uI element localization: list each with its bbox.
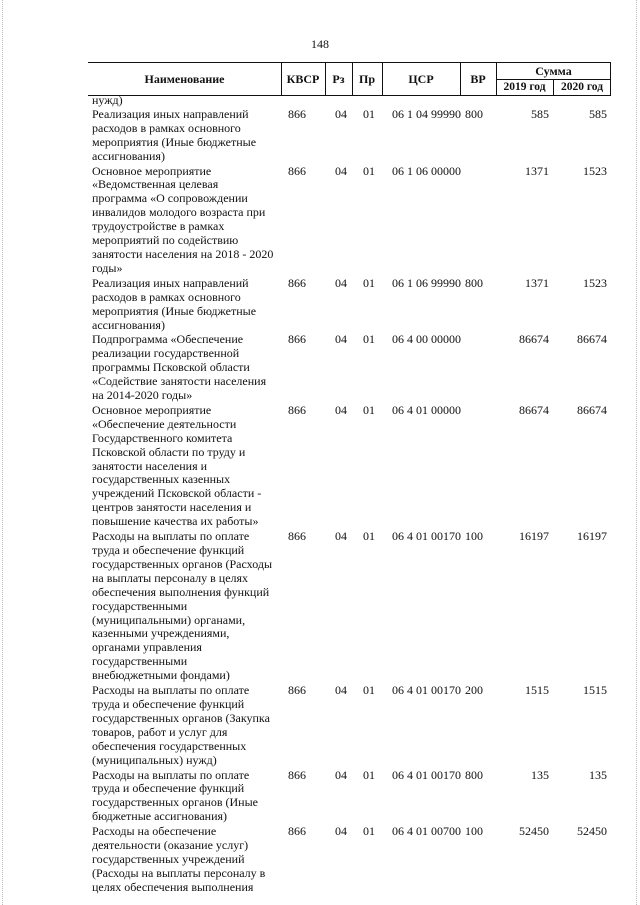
table-row	[92, 530, 612, 683]
row-rz: 04	[335, 683, 347, 698]
row-rz: 04	[335, 332, 347, 347]
row-csr: 06 4 01 00170	[392, 529, 461, 544]
row-sum-2020: 135	[589, 767, 607, 782]
table-row	[92, 108, 612, 164]
row-kvsr: 866	[288, 683, 306, 698]
row-csr: 06 1 04 99990	[392, 106, 461, 121]
row-sum-2019: 86674	[519, 402, 549, 417]
header-sum: Сумма	[535, 63, 572, 78]
header-year-2020: 2020 год	[560, 81, 604, 93]
table-row	[92, 333, 612, 403]
row-pr: 01	[363, 163, 375, 178]
row-vr: 800	[465, 767, 483, 782]
row-vr: 800	[465, 275, 483, 290]
row-name: Основное мероприятие «Ведомственная целевая программа «О сопровождении инвалидов молодого возраста при трудоустройстве в рамках мероприятий по содействию занятости населения на 2018 - 2020 годы»	[92, 163, 274, 275]
table-row	[92, 94, 612, 108]
row-sum-2020: 1523	[583, 275, 607, 290]
row-name: Расходы на выплаты по оплате труда и обеспечение функций государственных органов (Расходы на выплаты персоналу в целях обеспечения выполнения функций государственными (муниципальными) органами, казенными учреждениями, органами управления государственными внебюджетными фондами)	[92, 529, 273, 683]
row-sum-2019: 1371	[525, 275, 549, 290]
row-name: Расходы на выплаты по оплате труда и обеспечение функций государственных органов (Иные бюджетные ассигнования)	[92, 767, 258, 824]
row-kvsr: 866	[288, 824, 306, 839]
row-rz: 04	[335, 163, 347, 178]
row-pr: 01	[363, 767, 375, 782]
table-header	[88, 62, 611, 96]
row-csr: 06 4 01 00170	[392, 683, 461, 698]
row-sum-2019: 1515	[525, 683, 549, 698]
table-row	[92, 825, 612, 895]
row-pr: 01	[363, 332, 375, 347]
page-number: 148	[311, 37, 329, 51]
row-csr: 06 4 01 00170	[392, 767, 461, 782]
row-name: Расходы на обеспечение деятельности (оказание услуг) государственных учреждений (Расходы на выплаты персоналу в целях обеспечения выполнения	[92, 824, 266, 894]
row-rz: 04	[335, 529, 347, 544]
row-csr: 06 1 06 99990	[392, 275, 461, 290]
header-kvsr: КВСР	[286, 71, 320, 86]
table-row	[92, 277, 612, 333]
table-row	[92, 684, 612, 767]
row-kvsr: 866	[288, 529, 306, 544]
row-name: Подпрограмма «Обеспечение реализации государственной программы Псковской области «Содействие занятости населения на 2014-2020 годы»	[92, 332, 267, 403]
row-sum-2020: 86674	[577, 402, 607, 417]
row-rz: 04	[335, 402, 347, 417]
table-row	[92, 404, 612, 529]
row-csr: 06 1 06 00000	[392, 163, 461, 178]
row-kvsr: 866	[288, 332, 306, 347]
row-sum-2020: 1515	[583, 683, 607, 698]
row-csr: 06 4 01 00000	[392, 402, 461, 417]
row-name: Реализация иных направлений расходов в рамках основного мероприятия (Иные бюджетные ассигнования)	[92, 275, 257, 332]
row-sum-2019: 16197	[519, 529, 549, 544]
row-name: Реализация иных направлений расходов в рамках основного мероприятия (Иные бюджетные ассигнования)	[92, 106, 257, 163]
row-sum-2020: 1523	[583, 163, 607, 178]
row-name: Основное мероприятие «Обеспечение деятельности Государственного комитета Псковской области по труду и занятости населения и государственных казенных учреждений Псковской области - центров занятости населения и повышение качества их работы»	[92, 402, 262, 529]
row-sum-2019: 86674	[519, 332, 549, 347]
row-vr: 200	[465, 683, 483, 698]
row-csr: 06 4 00 00000	[392, 332, 461, 347]
header-year-2019: 2019 год	[503, 81, 546, 93]
table-body	[92, 94, 612, 895]
table-row	[92, 769, 612, 825]
row-csr: 06 4 01 00700	[392, 824, 461, 839]
header-divider	[610, 63, 611, 95]
row-vr: 800	[465, 106, 483, 121]
table-row	[92, 165, 612, 276]
row-sum-2019: 52450	[519, 824, 549, 839]
header-vr: ВР	[470, 71, 486, 86]
row-pr: 01	[363, 683, 375, 698]
row-kvsr: 866	[288, 163, 306, 178]
row-name: нужд)	[92, 93, 123, 107]
row-sum-2020: 585	[589, 106, 607, 121]
row-pr: 01	[363, 106, 375, 121]
scan-edge-right	[636, 0, 637, 905]
row-pr: 01	[363, 275, 375, 290]
row-rz: 04	[335, 106, 347, 121]
row-rz: 04	[335, 275, 347, 290]
row-vr: 100	[465, 824, 483, 839]
row-kvsr: 866	[288, 275, 306, 290]
row-kvsr: 866	[288, 402, 306, 417]
header-csr: ЦСР	[408, 71, 434, 86]
row-sum-2020: 52450	[577, 824, 607, 839]
row-rz: 04	[335, 824, 347, 839]
row-kvsr: 866	[288, 767, 306, 782]
scan-edge-left	[2, 0, 3, 905]
header-rz: Рз	[332, 71, 345, 86]
row-sum-2020: 16197	[577, 529, 607, 544]
row-sum-2019: 1371	[525, 163, 549, 178]
row-pr: 01	[363, 529, 375, 544]
row-sum-2019: 585	[531, 106, 549, 121]
header-pr: Пр	[358, 71, 375, 86]
header-name: Наименование	[144, 71, 225, 86]
row-sum-2020: 86674	[577, 332, 607, 347]
row-name: Расходы на выплаты по оплате труда и обеспечение функций государственных органов (Закупка товаров, работ и услуг для обеспечения государственных (муниципальных) нужд)	[92, 683, 270, 767]
row-sum-2019: 135	[531, 767, 549, 782]
row-pr: 01	[363, 402, 375, 417]
row-pr: 01	[363, 824, 375, 839]
row-vr: 100	[465, 529, 483, 544]
row-kvsr: 866	[288, 106, 306, 121]
row-rz: 04	[335, 767, 347, 782]
